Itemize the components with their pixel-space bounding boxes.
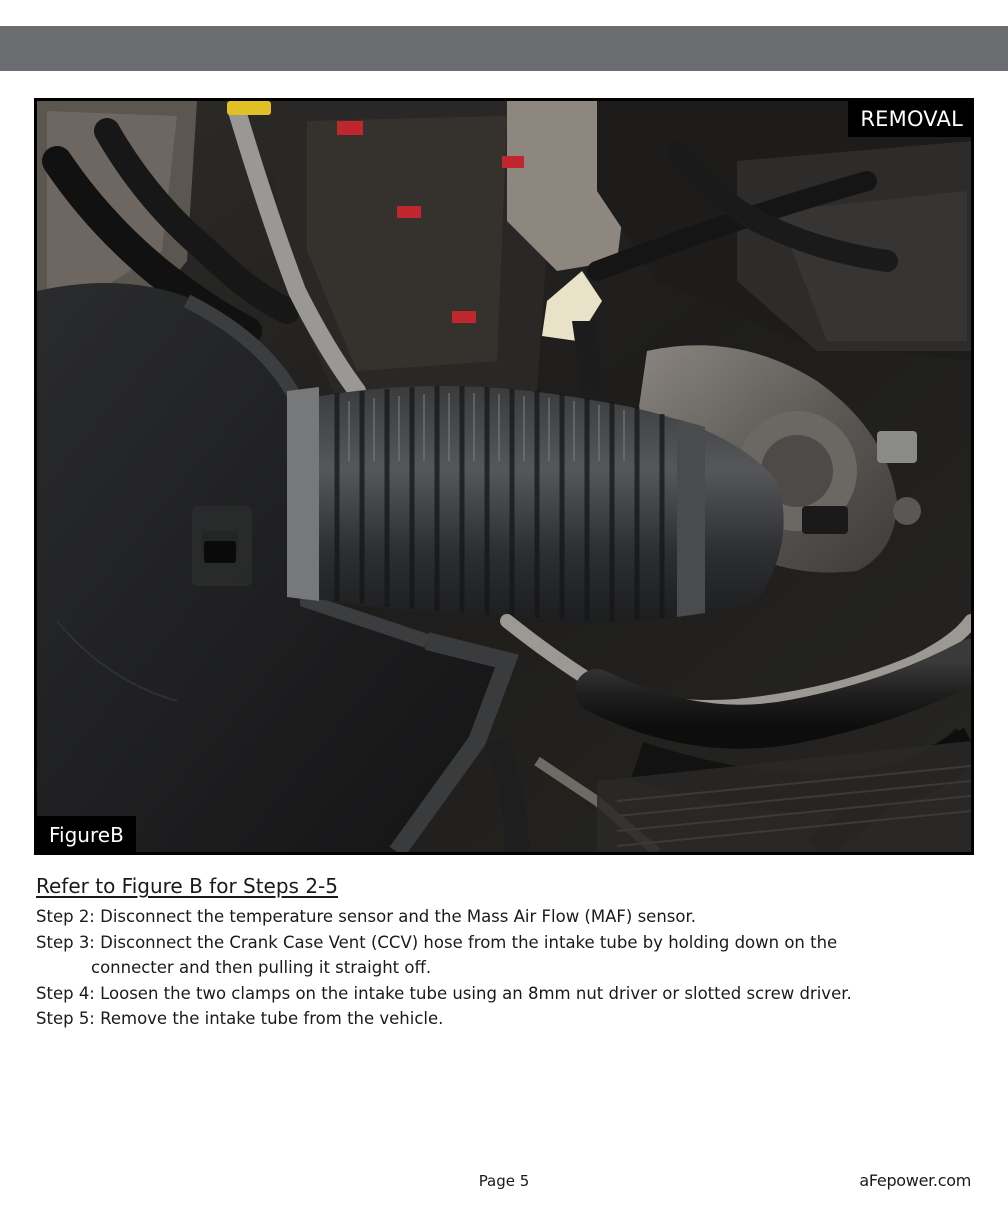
figure-b-photo	[34, 98, 974, 855]
hose-clamp-left	[287, 387, 319, 601]
removal-label: REMOVAL	[848, 101, 971, 137]
header-band	[0, 26, 1008, 71]
step-3-line-2: connecter and then pulling it straight off.	[91, 958, 432, 977]
instructions-section	[36, 874, 976, 1032]
step-2: Step 2: Disconnect the temperature sensor and the Mass Air Flow (MAF) sensor.	[36, 907, 696, 926]
hose-clamp-right	[677, 419, 705, 617]
steps-heading: Refer to Figure B for Steps 2-5	[36, 874, 339, 898]
figure-label: FigureB	[37, 816, 136, 852]
step-3-line-1: Step 3: Disconnect the Crank Case Vent (CCV) hose from the intake tube by holding down on the	[36, 932, 838, 952]
step-5: Step 5: Remove the intake tube from the vehicle.	[36, 1009, 444, 1028]
step-4: Step 4: Loosen the two clamps on the intake tube using an 8mm nut driver or slotted screw driver.	[36, 983, 852, 1003]
website-url: aFepower.com	[859, 1171, 971, 1190]
page-number: Page 5	[478, 1172, 530, 1190]
engine-bay-photo	[37, 101, 971, 852]
